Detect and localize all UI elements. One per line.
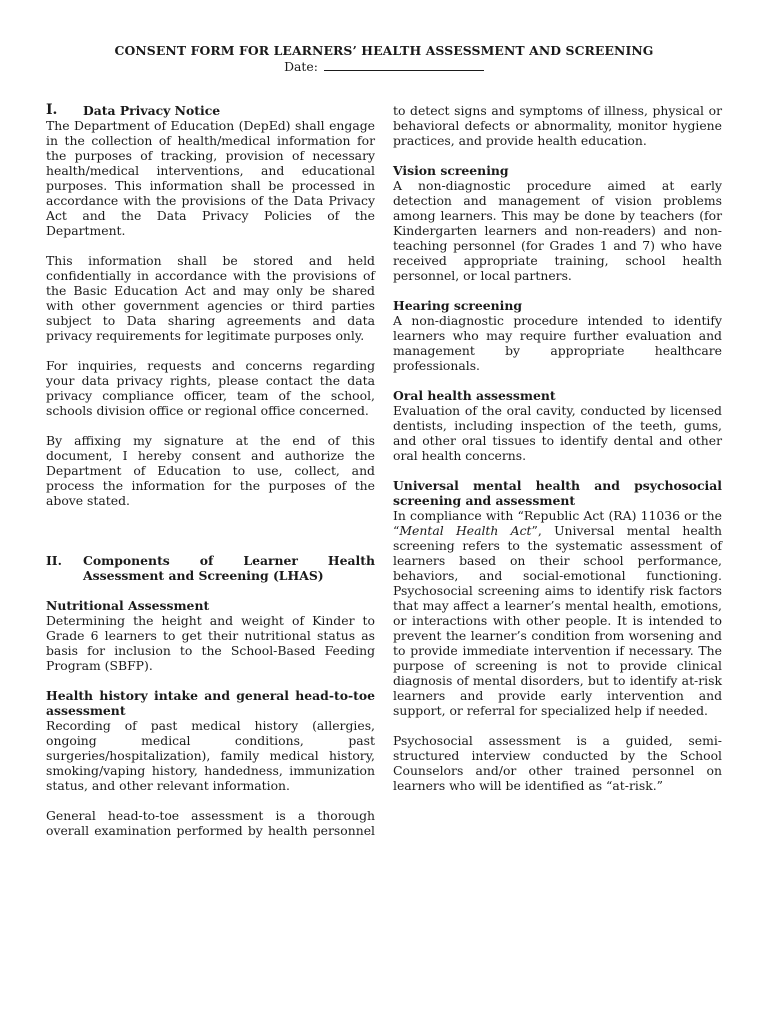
section-2-heading: [46, 553, 375, 583]
right-column: [393, 103, 722, 808]
section-2-number: II.: [46, 553, 62, 568]
date-blank-field[interactable]: [324, 59, 484, 71]
section-2-title: Components of Learner Health Assessment and Screening (LHAS): [83, 553, 375, 583]
section-1-title: Data Privacy Notice: [83, 103, 221, 118]
health-history-heading: Health history intake and general head-to-toe assessment: [46, 688, 375, 718]
mental-text-part1: In compliance with “Republic Act (RA) 11036 or the “: [393, 508, 722, 538]
vision-heading: Vision screening: [393, 163, 509, 178]
oral-text: Evaluation of the oral cavity, conducted by licensed dentists, including inspection of the teeth, gums, and other oral tissues to identify dental and other oral health concerns.: [393, 403, 722, 463]
mental-health-act-italic: Mental Health Act: [399, 523, 532, 538]
head-to-toe-text: General head-to-toe assessment is a thorough overall examination performed by health personnel: [46, 808, 375, 838]
vision-text: A non-diagnostic procedure aimed at early detection and management of vision problems among learners. This may be done by teachers (for Kindergarten learners and non-readers) and non-teaching personnel (for Grades 1 and 7) who have received appropriate training, school health personnel, or local partners.: [393, 178, 722, 283]
privacy-paragraph: The Department of Education (DepEd) shall engage in the collection of health/medical information for the purposes of tracking, provision of necessary health/medical interventions, and educational purposes. This information shall be processed in accordance with the provisions of the Data Privacy Act and the Data Privacy Policies of the Department.: [46, 118, 375, 238]
hearing-text: A non-diagnostic procedure intended to identify learners who may require further evaluation and management by appropriate healthcare professionals.: [393, 313, 722, 373]
form-header: [0, 42, 768, 75]
section-1-heading: [46, 103, 375, 118]
form-title: CONSENT FORM FOR LEARNERS’ HEALTH ASSESSMENT AND SCREENING: [114, 43, 654, 58]
date-line: [0, 59, 768, 75]
nutritional-heading: Nutritional Assessment: [46, 598, 210, 613]
oral-heading: Oral health assessment: [393, 388, 556, 403]
mental-text: [393, 508, 722, 718]
mental-text-part2: ”, Universal mental health screening refers to the systematic assessment of learners based on their school performance, behaviors, and social-emotional functioning. Psychosocial screening aims to identify risk factors that may affect a learner’s mental health, emotions, or interactions with other people. It is intended to prevent the learner’s condition from worsening and to provide immediate intervention if necessary. The purpose of screening is not to provide clinical diagnosis of mental disorders, but to identify at-risk learners and provide early intervention and support, or referral for specialized help if needed.: [393, 523, 723, 718]
nutritional-text: Determining the height and weight of Kinder to Grade 6 learners to get their nutritional status as basis for inclusion to the School-Based Feeding Program (SBFP).: [46, 613, 375, 673]
date-label: Date:: [284, 59, 318, 74]
privacy-paragraph: This information shall be stored and held confidentially in accordance with the provisions of the Basic Education Act and may only be shared with other government agencies or third parties subject to Data sharing agreements and data privacy requirements for legitimate purposes only.: [46, 253, 375, 343]
left-column: [46, 103, 375, 838]
hearing-heading: Hearing screening: [393, 298, 523, 313]
psychosocial-text: Psychosocial assessment is a guided, semi-structured interview conducted by the School Counselors and/or other trained personnel on learners who will be identified as “at-risk.”: [393, 733, 722, 793]
privacy-paragraph: By affixing my signature at the end of this document, I hereby consent and authorize the Department of Education to use, collect, and process the information for the purposes of the above stated.: [46, 433, 375, 508]
mental-heading: Universal mental health and psychosocial screening and assessment: [393, 478, 722, 508]
health-history-text: Recording of past medical history (allergies, ongoing medical conditions, past surgeries/hospitalization), family medical history, smoking/vaping history, handedness, immunization status, and other relevant information.: [46, 718, 375, 793]
head-to-toe-text-continued: to detect signs and symptoms of illness, physical or behavioral defects or abnormality, monitor hygiene practices, and provide health education.: [393, 103, 722, 148]
privacy-paragraph: For inquiries, requests and concerns regarding your data privacy rights, please contact the data privacy compliance officer, team of the school, schools division office or regional office concerned.: [46, 358, 375, 418]
section-1-number: I.: [46, 102, 58, 118]
